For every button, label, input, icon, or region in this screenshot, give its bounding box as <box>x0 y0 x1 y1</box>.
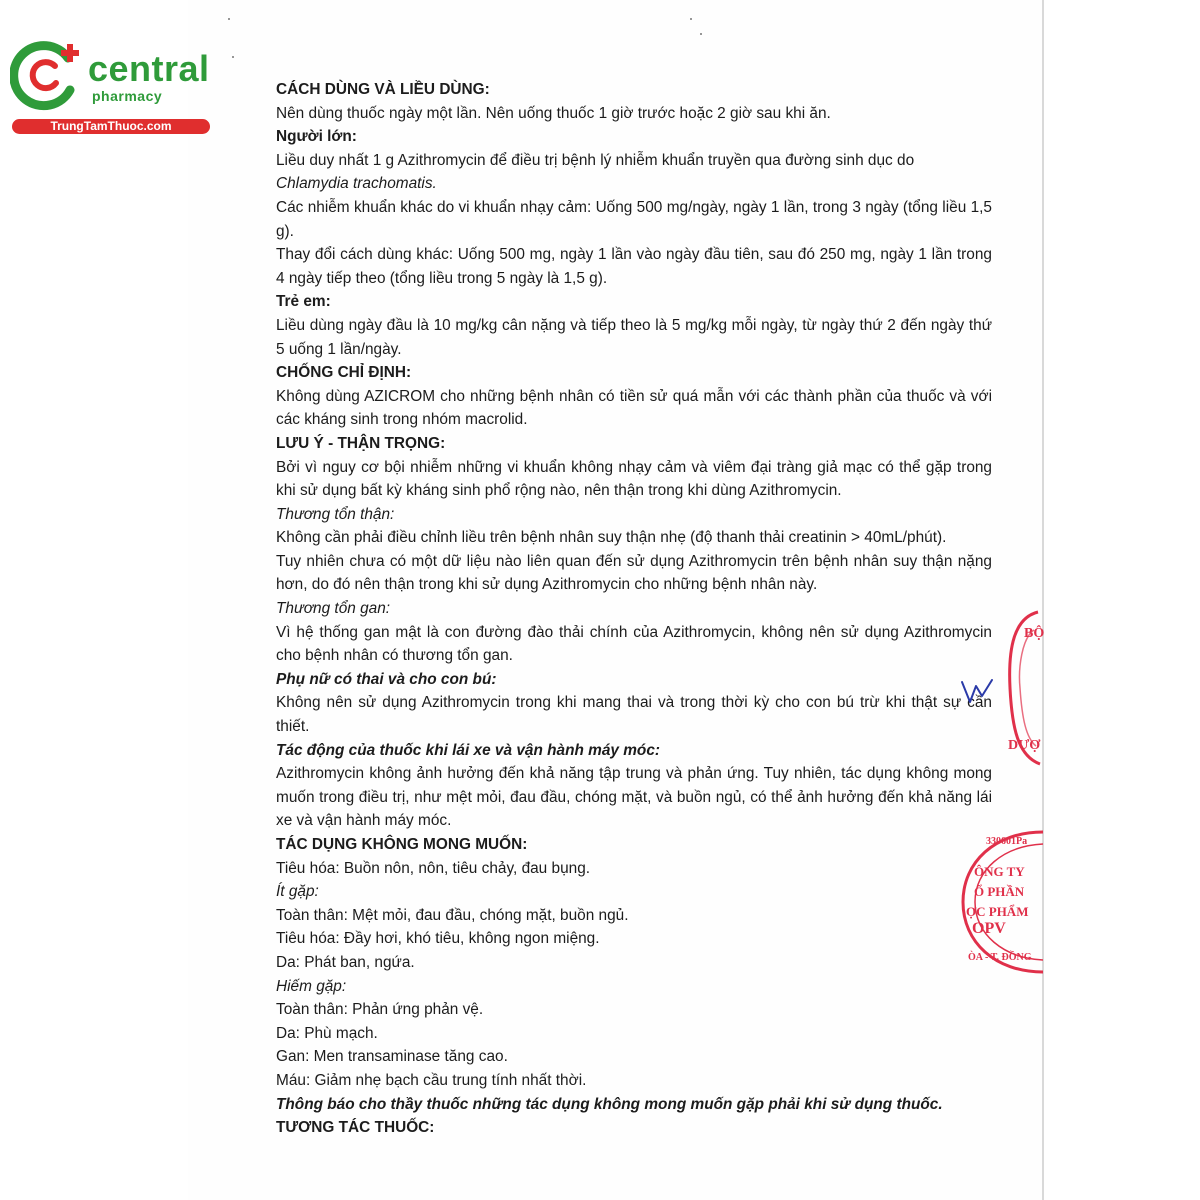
heading-usage: CÁCH DÙNG VÀ LIỀU DÙNG: <box>276 81 490 98</box>
leaflet-text <box>276 78 992 1140</box>
logo-url[interactable]: TrungTamThuoc.com <box>50 119 172 133</box>
list-item: Toàn thân: Mệt mỏi, đau đầu, chóng mặt, buồn ngủ. <box>276 906 629 924</box>
notice-physician: Thông báo cho thầy thuốc những tác dụng không mong muốn gặp phải khi sử dụng thuốc. <box>276 1095 943 1113</box>
paragraph-child: Liều dùng ngày đầu là 10 mg/kg cân nặng và tiếp theo là 5 mg/kg mỗi ngày, từ ngày thứ 2 đến ngày thứ 5 uống 1 lần/ngày. <box>276 316 992 358</box>
list-item: Da: Phát ban, ngứa. <box>276 953 415 971</box>
heading-caution: LƯU Ý - THẬN TRỌNG: <box>276 434 446 452</box>
paragraph-liver: Vì hệ thống gan mật là con đường đào thải chính của Azithromycin, không nên sử dụng Azithromycin cho bệnh nhân có thương tổn gan. <box>276 623 992 665</box>
seal-text: ÔNG TY <box>974 864 1025 879</box>
pharmacy-logo-icon <box>10 34 90 114</box>
paragraph-adult-1: Liều duy nhất 1 g Azithromycin để điều trị bệnh lý nhiễm khuẩn truyền qua đường sinh dục do <box>276 151 915 169</box>
heading-driving: Tác động của thuốc khi lái xe và vận hành máy móc: <box>276 741 661 759</box>
seal-text: ỢC PHẨM <box>966 904 1029 919</box>
paragraph-kidney-2: Tuy nhiên chưa có một dữ liệu nào liên quan đến sử dụng Azithromycin trên bệnh nhân suy thận nặng hơn, do đó nên thận trong khi sử dụng Azithromycin cho những bệnh nhân này. <box>276 552 992 594</box>
logo-subtitle: pharmacy <box>92 88 163 104</box>
paragraph-adult-3: Thay đổi cách dùng khác: Uống 500 mg, ngày 1 lần vào ngày đầu tiên, sau đó 250 mg, ngày 1 lần trong 4 ngày tiếp theo (tổng liều trong 5 ngày là 1,5 g). <box>276 246 992 287</box>
subheading-liver: Thương tổn gan: <box>276 600 391 618</box>
subheading-kidney: Thương tổn thận: <box>276 505 395 523</box>
paragraph-kidney-1: Không cần phải điều chỉnh liều trên bệnh nhân suy thận nhẹ (độ thanh thải creatinin > 40mL/phút). <box>276 529 947 547</box>
list-item: Toàn thân: Phản ứng phản vệ. <box>276 1001 484 1019</box>
heading-adult: Người lớn: <box>276 128 357 146</box>
page-edge <box>1042 0 1044 1200</box>
seal-text: 330601Pa <box>986 836 1028 847</box>
scan-speck <box>232 56 234 58</box>
list-item: Máu: Giảm nhẹ bạch cầu trung tính nhất thời. <box>276 1071 587 1089</box>
paragraph-caution: Bởi vì nguy cơ bội nhiễm những vi khuẩn không nhạy cảm và viêm đại tràng giả mạc có thể gặp trong khi sử dụng bất kỳ kháng sinh phổ rộng nào, nên thận trong khi dùng Azithromycin. <box>276 458 992 500</box>
paragraph-pregnancy: Không nên sử dụng Azithromycin trong khi mang thai và trong thời kỳ cho con bú trừ khi thật sự cần thiết. <box>276 694 992 736</box>
paragraph-contraindication: Không dùng AZICROM cho những bệnh nhân có tiền sử quá mẫn với các thành phần của thuốc và với các kháng sinh trong nhóm macrolid. <box>276 387 992 429</box>
heading-child: Trẻ em: <box>276 293 331 311</box>
scan-speck <box>228 18 230 20</box>
seal-text: Ổ PHẦN <box>974 884 1025 899</box>
scan-speck <box>690 18 692 20</box>
seal-text: BỘ <box>1024 626 1045 641</box>
heading-contraindication: CHỐNG CHỈ ĐỊNH: <box>276 364 412 382</box>
heading-pregnancy: Phụ nữ có thai và cho con bú: <box>276 670 497 688</box>
paragraph-side-common: Tiêu hóa: Buồn nôn, nôn, tiêu chảy, đau bụng. <box>276 859 591 877</box>
subheading-uncommon: Ít gặp: <box>276 883 319 901</box>
paragraph-driving: Azithromycin không ảnh hưởng đến khả năng tập trung và phản ứng. Tuy nhiên, tác dụng không mong muốn trong điều trị, như mệt mỏi, đau đầu, chóng mặt, và buồn ngủ, có thể ảnh hưởng đến khả năng lái xe và vận hành máy móc. <box>276 765 992 830</box>
seal-text: OPV <box>972 920 1006 937</box>
seal-text: ÒA - T. ĐỒNG <box>968 952 1032 963</box>
paragraph-adult-2: Các nhiễm khuẩn khác do vi khuẩn nhạy cảm: Uống 500 mg/ngày, ngày 1 lần, trong 3 ngày (tổng liều 1,5 g). <box>276 198 992 240</box>
handwritten-signature <box>958 676 998 706</box>
heading-interactions: TƯƠNG TÁC THUỐC: <box>276 1119 435 1137</box>
subheading-rare: Hiếm gặp: <box>276 977 347 995</box>
scan-speck <box>700 33 702 35</box>
logo-name: central <box>88 48 210 89</box>
list-item: Da: Phù mạch. <box>276 1024 378 1042</box>
seal-text: DƯỢ <box>1008 738 1041 753</box>
list-item: Tiêu hóa: Đầy hơi, khó tiêu, không ngon miệng. <box>276 930 600 948</box>
paragraph-adult-1-species: Chlamydia trachomatis. <box>276 175 437 193</box>
list-item: Gan: Men transaminase tăng cao. <box>276 1048 508 1066</box>
paragraph-usage: Nên dùng thuốc ngày một lần. Nên uống thuốc 1 giờ trước hoặc 2 giờ sau khi ăn. <box>276 104 831 122</box>
heading-side-effects: TÁC DỤNG KHÔNG MONG MUỐN: <box>276 836 528 853</box>
